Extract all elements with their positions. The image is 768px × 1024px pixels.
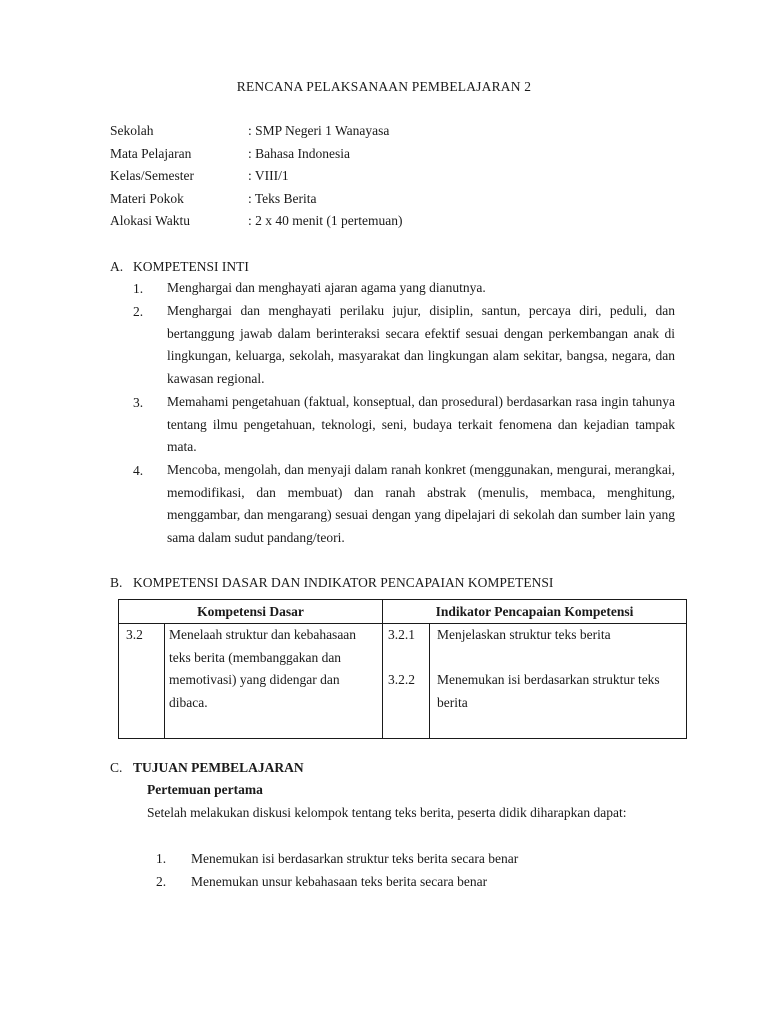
item-number: 2. bbox=[133, 304, 144, 319]
item-number: 4. bbox=[133, 463, 144, 478]
objective-intro: Setelah melakukan diskusi kelompok tentang teks berita, peserta didik diharapkan dapat: bbox=[147, 805, 627, 820]
info-value: : 2 x 40 menit (1 pertemuan) bbox=[248, 213, 403, 228]
section-letter: A. bbox=[110, 259, 124, 274]
item-number: 3. bbox=[133, 395, 144, 410]
competency-table bbox=[118, 599, 687, 739]
list-item: Menghargai dan menghayati perilaku jujur, disiplin, santun, percaya diri, peduli, dan bertanggung jawab dalam berinteraksi secara efektif sesuai dengan perkembangan anak di lingkungan, keluarga, sekolah, masyarakat dan lingkungan alam sekitar, bangsa, negara, dan kawasan regional. bbox=[167, 303, 675, 386]
info-label: Sekolah bbox=[110, 123, 154, 138]
list-item: Memahami pengetahuan (faktual, konseptual, dan prosedural) berdasarkan rasa ingin tahunya tentang ilmu pengetahuan, teknologi, seni, budaya terkait fenomena dan kejadian tampak mata. bbox=[167, 394, 675, 455]
item-number: 2. bbox=[156, 874, 167, 889]
item-number: 1. bbox=[156, 851, 167, 866]
objective-item: Menemukan unsur kebahasaan teks berita secara benar bbox=[191, 874, 488, 889]
info-label: Materi Pokok bbox=[110, 191, 184, 206]
section-letter: C. bbox=[110, 760, 123, 775]
section-heading: KOMPETENSI DASAR DAN INDIKATOR PENCAPAIAN KOMPETENSI bbox=[133, 575, 554, 590]
section-heading: TUJUAN PEMBELAJARAN bbox=[133, 760, 304, 775]
info-value: : VIII/1 bbox=[248, 168, 289, 183]
objective-item: Menemukan isi berdasarkan struktur teks berita secara benar bbox=[191, 851, 519, 866]
kd-description: Menelaah struktur dan kebahasaan teks berita (membanggakan dan memotivasi) yang didengar dan dibaca. bbox=[169, 627, 357, 710]
document-title: RENCANA PELAKSANAAN PEMBELAJARAN 2 bbox=[236, 79, 532, 94]
indicator-text: Menjelaskan struktur teks berita bbox=[437, 627, 611, 642]
info-value: : Teks Berita bbox=[248, 191, 317, 206]
indicator-code: 3.2.1 bbox=[388, 627, 415, 642]
kd-code: 3.2 bbox=[126, 627, 143, 642]
section-letter: B. bbox=[110, 575, 123, 590]
info-value: : Bahasa Indonesia bbox=[248, 146, 350, 161]
indicator-text: Menemukan isi berdasarkan struktur teks berita bbox=[437, 672, 660, 710]
meeting-label: Pertemuan pertama bbox=[147, 782, 263, 797]
indicator-code: 3.2.2 bbox=[388, 672, 415, 687]
info-value: : SMP Negeri 1 Wanayasa bbox=[248, 123, 390, 138]
list-item: Mencoba, mengolah, dan menyaji dalam ranah konkret (menggunakan, mengurai, merangkai, memodifikasi, dan membuat) dan ranah abstrak (menulis, membaca, menghitung, menggambar, dan mengarang) sesuai dengan yang dipelajari di sekolah dan sumber lain yang sama dalam sudut pandang/teori. bbox=[167, 462, 675, 545]
info-label: Mata Pelajaran bbox=[110, 146, 192, 161]
info-label: Alokasi Waktu bbox=[110, 213, 191, 228]
list-item: Menghargai dan menghayati ajaran agama yang dianutnya. bbox=[167, 280, 486, 295]
item-number: 1. bbox=[133, 281, 144, 296]
table-header-ipk: Indikator Pencapaian Kompetensi bbox=[383, 600, 687, 624]
info-label: Kelas/Semester bbox=[110, 168, 194, 183]
section-heading: KOMPETENSI INTI bbox=[133, 259, 249, 274]
table-header-kd: Kompetensi Dasar bbox=[119, 600, 383, 624]
